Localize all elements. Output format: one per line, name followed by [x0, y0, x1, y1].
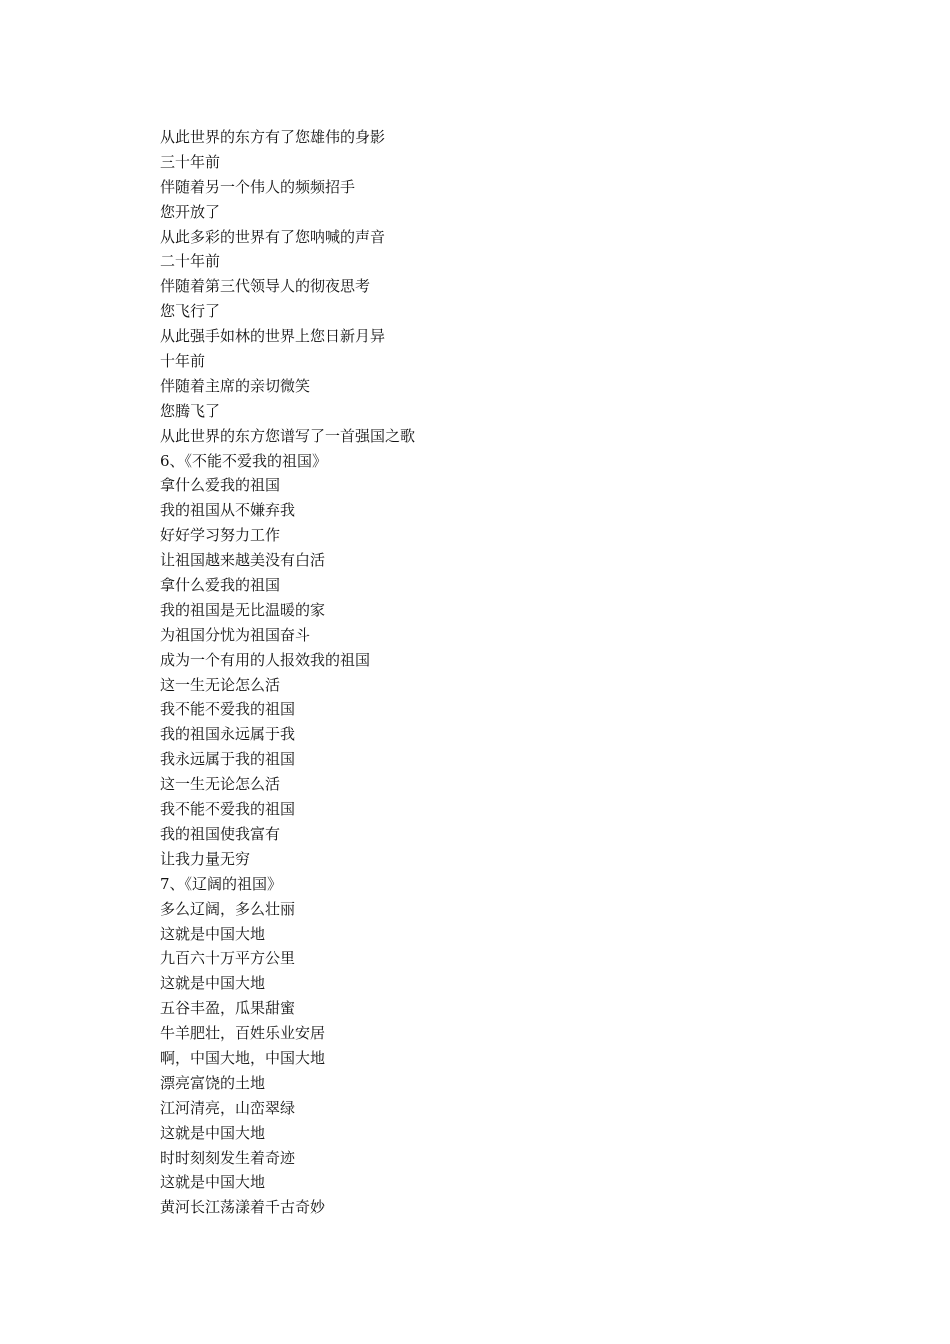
text-line: 您开放了	[160, 202, 221, 221]
text-line: 黄河长江荡漾着千古奇妙	[160, 1198, 326, 1217]
text-line: 让我力量无穷	[160, 849, 251, 868]
text-line: 从此强手如林的世界上您日新月异	[160, 327, 386, 346]
text-line: 我的祖国永远属于我	[160, 725, 296, 744]
text-line: 十年前	[160, 352, 206, 371]
text-line: 您飞行了	[160, 302, 221, 321]
text-line: 漂亮富饶的土地	[160, 1073, 266, 1092]
text-line: 这就是中国大地	[160, 1123, 266, 1142]
text-line: 我的祖国使我富有	[160, 824, 281, 843]
text-line: 伴随着主席的亲切微笑	[160, 376, 311, 395]
text-line: 五谷丰盈，瓜果甜蜜	[160, 999, 296, 1018]
section-heading: 6、《不能不爱我的祖国》	[160, 451, 328, 470]
text-line: 伴随着第三代领导人的彻夜思考	[160, 277, 371, 296]
text-line: 我的祖国是无比温暖的家	[160, 600, 326, 619]
text-line: 成为一个有用的人报效我的祖国	[160, 650, 371, 669]
text-line: 三十年前	[160, 152, 221, 171]
section-heading: 7、《辽阔的祖国》	[160, 874, 283, 893]
text-line: 这就是中国大地	[160, 974, 266, 993]
text-line: 这就是中国大地	[160, 924, 266, 943]
text-line: 这就是中国大地	[160, 1173, 266, 1192]
text-line: 这一生无论怎么活	[160, 775, 281, 794]
text-line: 我永远属于我的祖国	[160, 750, 296, 769]
text-line: 从此世界的东方有了您雄伟的身影	[160, 128, 386, 146]
text-line: 为祖国分忧为祖国奋斗	[160, 625, 311, 644]
text-line: 牛羊肥壮，百姓乐业安居	[160, 1024, 326, 1043]
text-line: 我不能不爱我的祖国	[160, 700, 296, 719]
text-line: 从此多彩的世界有了您呐喊的声音	[160, 227, 386, 246]
text-line: 拿什么爱我的祖国	[160, 576, 281, 595]
text-line: 多么辽阔，多么壮丽	[160, 899, 296, 918]
text-line: 啊，中国大地，中国大地	[160, 1048, 326, 1067]
text-line: 从此世界的东方您谱写了一首强国之歌	[160, 426, 416, 445]
text-line: 我的祖国从不嫌弃我	[160, 501, 296, 520]
text-line: 这一生无论怎么活	[160, 675, 281, 694]
text-line: 好好学习努力工作	[160, 526, 281, 545]
text-line: 时时刻刻发生着奇迹	[160, 1148, 296, 1167]
text-line: 让祖国越来越美没有白活	[160, 551, 326, 570]
text-line: 二十年前	[160, 252, 221, 271]
text-line: 九百六十万平方公里	[160, 949, 296, 968]
text-line: 您腾飞了	[160, 401, 221, 420]
poem-text-block	[160, 125, 415, 1220]
text-line: 我不能不爱我的祖国	[160, 800, 296, 819]
text-line: 江河清亮，山峦翠绿	[160, 1098, 296, 1117]
text-line: 拿什么爱我的祖国	[160, 476, 281, 495]
text-line: 伴随着另一个伟人的频频招手	[160, 177, 356, 196]
